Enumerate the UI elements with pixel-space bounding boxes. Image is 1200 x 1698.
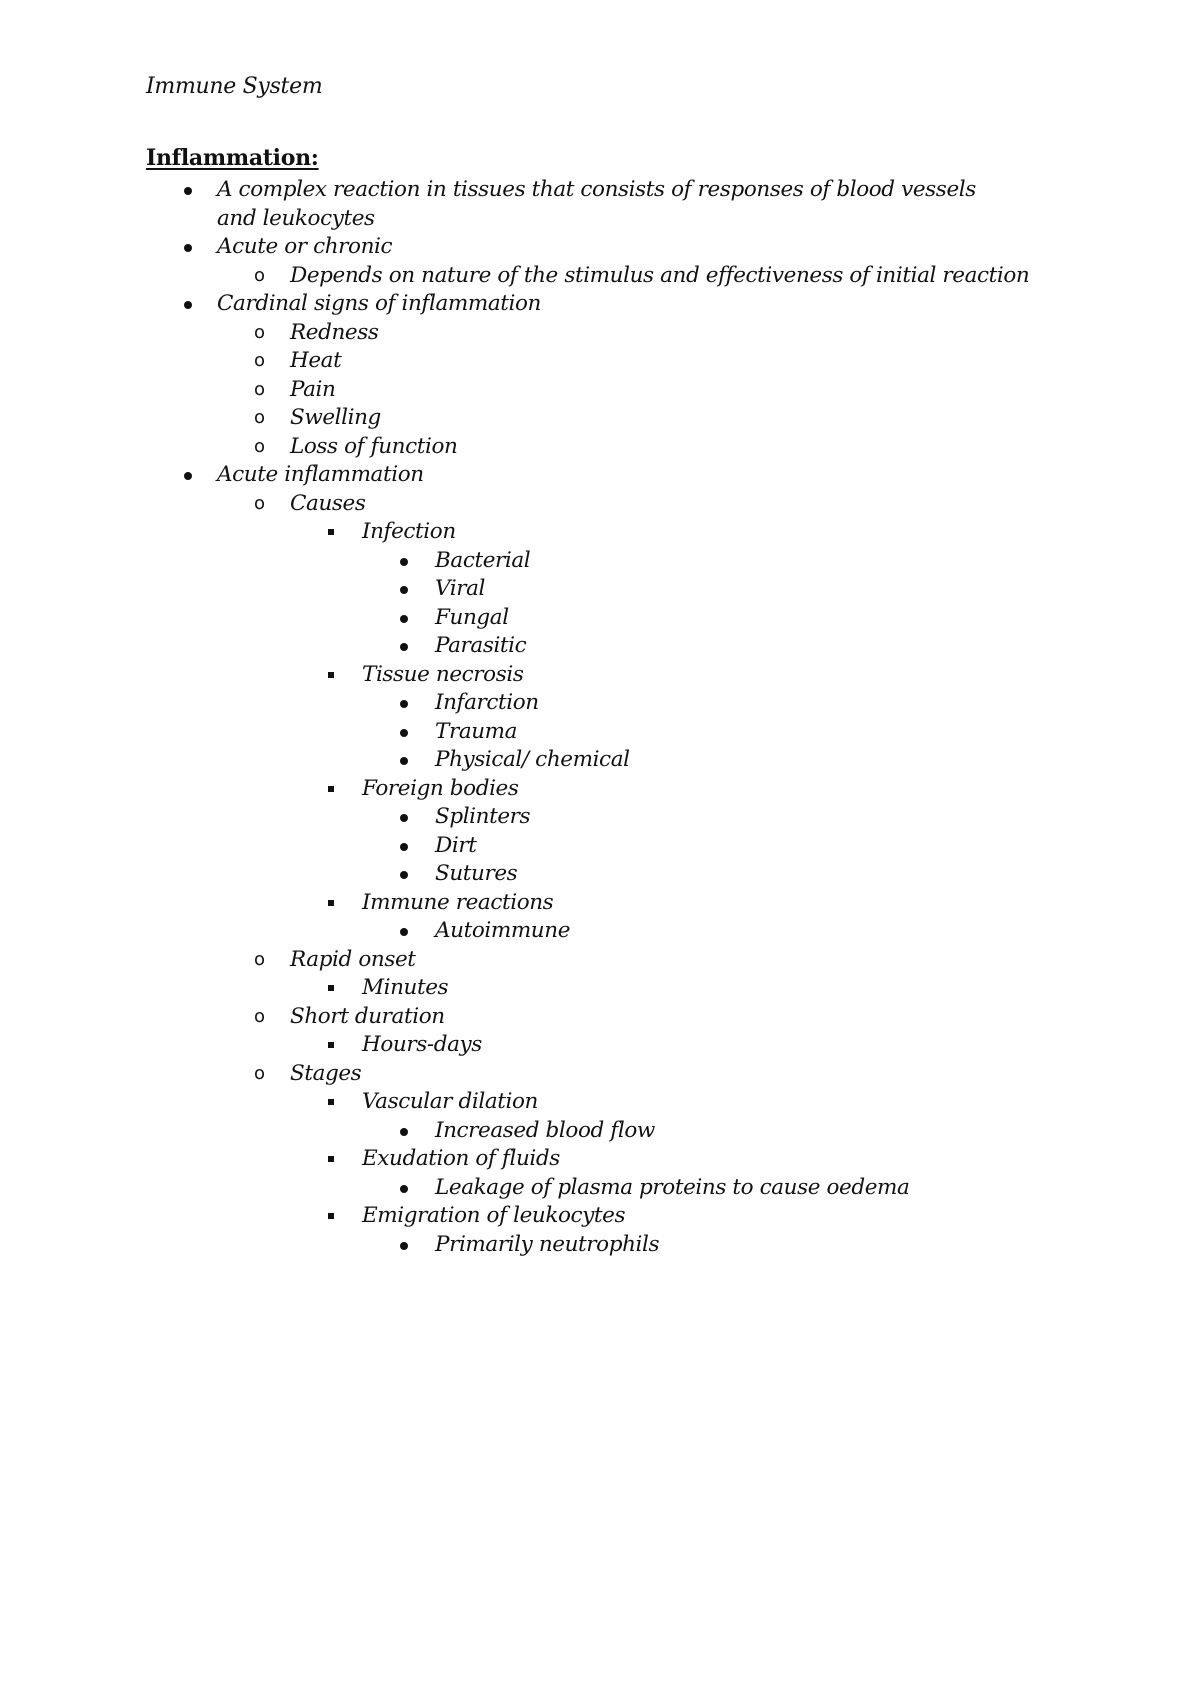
- outline-item-text: Leakage of plasma proteins to cause oedema: [435, 1174, 910, 1200]
- bullet-circle-icon: o: [254, 948, 265, 970]
- outline-item-text: Acute or chronic: [217, 234, 393, 259]
- outline-item-level-2: [0, 1003, 1200, 1032]
- outline-item-level-3: [0, 1031, 1200, 1060]
- outline-item-text: Splinters: [435, 804, 531, 829]
- outline-item-text: Exudation of fluids: [362, 1146, 560, 1171]
- bullet-circle-icon: o: [254, 264, 265, 286]
- section-title: Inflammation:: [146, 145, 319, 171]
- outline-item-level-2: [0, 319, 1200, 348]
- outline-item-text: Rapid onset: [290, 946, 416, 972]
- outline-item-text: Immune reactions: [362, 889, 554, 915]
- outline-item-level-4: [0, 1117, 1200, 1146]
- outline-item-text: Minutes: [362, 975, 449, 1000]
- document-header: Immune System: [146, 74, 323, 99]
- outline-item-level-2: [0, 376, 1200, 405]
- bullet-circle-icon: o: [254, 1005, 265, 1027]
- outline-item-text: Loss of function: [290, 433, 458, 459]
- bullet-dot-icon: [400, 615, 408, 623]
- outline-item-level-1: [0, 233, 1200, 262]
- outline-item-text: Physical/ chemical: [435, 747, 630, 772]
- bullet-square-icon: [328, 900, 334, 906]
- bullet-square-icon: [328, 985, 334, 991]
- outline-item-text: Short duration: [290, 1003, 445, 1029]
- bullet-square-icon: [328, 1099, 334, 1105]
- outline-item-text: Viral: [435, 576, 485, 601]
- outline-item-level-4: [0, 689, 1200, 718]
- bullet-dot-icon: [184, 187, 192, 195]
- outline-item-level-2: [0, 1060, 1200, 1089]
- bullet-dot-icon: [184, 244, 192, 252]
- outline-item-text: Sutures: [435, 861, 518, 886]
- outline-item-level-1: [0, 290, 1200, 319]
- bullet-dot-icon: [400, 1185, 408, 1193]
- outline-item-level-1: [0, 461, 1200, 490]
- bullet-dot-icon: [400, 928, 408, 936]
- bullet-square-icon: [328, 1042, 334, 1048]
- outline-item-text: Increased blood flow: [435, 1117, 655, 1143]
- outline-item-text: Acute inflammation: [217, 462, 424, 487]
- outline-item-text: Fungal: [435, 604, 509, 630]
- bullet-dot-icon: [400, 871, 408, 879]
- outline-item-level-4: [0, 718, 1200, 747]
- outline-item-text: Heat: [290, 348, 342, 373]
- outline-item-level-4: [0, 1231, 1200, 1260]
- outline-item-level-1: [0, 176, 1200, 233]
- outline-item-text: Trauma: [435, 718, 518, 744]
- bullet-circle-icon: o: [254, 378, 265, 400]
- outline-item-text: Bacterial: [435, 547, 531, 573]
- outline-item-level-3: [0, 1145, 1200, 1174]
- outline-item-level-3: [0, 661, 1200, 690]
- outline-item-level-3: [0, 1088, 1200, 1117]
- outline-item-text: Infection: [362, 519, 456, 544]
- outline-item-level-4: [0, 575, 1200, 604]
- outline-item-text: Causes: [290, 490, 366, 516]
- bullet-circle-icon: o: [254, 350, 265, 371]
- outline-item-level-3: [0, 775, 1200, 804]
- outline-item-level-2: [0, 262, 1200, 291]
- outline-item-text: Tissue necrosis: [362, 661, 524, 687]
- outline-item-text: Pain: [290, 376, 336, 402]
- outline-item-level-3: [0, 1202, 1200, 1231]
- outline-item-level-2: [0, 946, 1200, 975]
- bullet-dot-icon: [400, 586, 408, 594]
- outline-item-level-3: [0, 974, 1200, 1003]
- bullet-square-icon: [328, 672, 334, 678]
- bullet-dot-icon: [400, 757, 408, 765]
- bullet-dot-icon: [184, 472, 192, 480]
- bullet-square-icon: [328, 529, 334, 535]
- bullet-square-icon: [328, 1156, 334, 1162]
- outline-item-text: Infarction: [435, 690, 539, 715]
- bullet-dot-icon: [400, 843, 408, 851]
- outline-item-level-2: [0, 404, 1200, 433]
- outline-item-level-3: [0, 518, 1200, 547]
- outline-item-text: Vascular dilation: [362, 1089, 538, 1114]
- outline-item-level-4: [0, 832, 1200, 861]
- outline-item-level-4: [0, 860, 1200, 889]
- bullet-outline: [0, 176, 1200, 1259]
- bullet-circle-icon: o: [254, 321, 265, 343]
- bullet-dot-icon: [400, 643, 408, 651]
- outline-item-text: Cardinal signs of inflammation: [217, 291, 541, 316]
- bullet-dot-icon: [400, 558, 408, 566]
- outline-item-level-4: [0, 803, 1200, 832]
- bullet-dot-icon: [400, 1128, 408, 1136]
- outline-item-text: Autoimmune: [435, 918, 571, 943]
- outline-item-text: Primarily neutrophils: [435, 1231, 660, 1257]
- outline-item-text: Stages: [290, 1060, 362, 1086]
- outline-item-level-4: [0, 604, 1200, 633]
- bullet-circle-icon: o: [254, 407, 265, 428]
- bullet-dot-icon: [400, 814, 408, 822]
- outline-item-level-2: [0, 490, 1200, 519]
- outline-item-text: Parasitic: [435, 633, 527, 658]
- bullet-square-icon: [328, 1213, 334, 1219]
- bullet-dot-icon: [400, 1242, 408, 1250]
- outline-item-text: Redness: [290, 319, 379, 345]
- outline-item-level-4: [0, 547, 1200, 576]
- bullet-circle-icon: o: [254, 1062, 265, 1084]
- outline-item-level-2: [0, 433, 1200, 462]
- bullet-square-icon: [328, 786, 334, 792]
- outline-item-level-3: [0, 889, 1200, 918]
- outline-item-level-4: [0, 1174, 1200, 1203]
- outline-item-text: Foreign bodies: [362, 775, 519, 801]
- outline-item-text: Dirt: [435, 832, 477, 858]
- outline-item-text: Emigration of leukocytes: [362, 1203, 626, 1228]
- outline-item-text: Hours-days: [362, 1032, 482, 1057]
- outline-item-level-4: [0, 632, 1200, 661]
- outline-item-level-4: [0, 917, 1200, 946]
- bullet-circle-icon: o: [254, 492, 265, 514]
- outline-item-text: A complex reaction in tissues that consists of responses of blood vessels and leukocytes: [217, 177, 976, 231]
- outline-item-text: Swelling: [290, 405, 381, 430]
- outline-item-level-2: [0, 347, 1200, 376]
- bullet-circle-icon: o: [254, 435, 265, 457]
- bullet-dot-icon: [184, 301, 192, 309]
- bullet-dot-icon: [400, 700, 408, 708]
- outline-item-text: Depends on nature of the stimulus and effectiveness of initial reaction: [290, 262, 1030, 288]
- outline-item-level-4: [0, 746, 1200, 775]
- bullet-dot-icon: [400, 729, 408, 737]
